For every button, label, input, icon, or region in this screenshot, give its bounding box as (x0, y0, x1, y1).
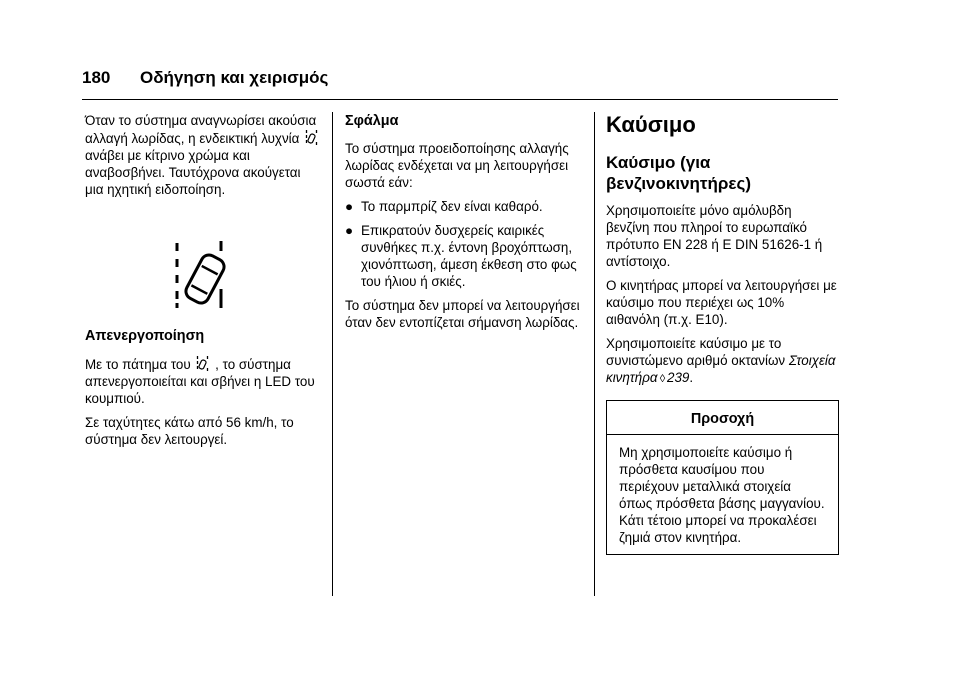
petrol-fuel-subheading: Καύσιμο (για βενζινοκινητήρες) (606, 153, 751, 193)
list-item (345, 198, 583, 215)
fault-conditions-list (345, 198, 583, 290)
lane-departure-button-icon (196, 355, 209, 372)
page-header (82, 68, 838, 96)
fault-intro-text: Το σύστημα προειδοποίησης αλλαγής λωρίδας ενδέχεται να μη λειτουργήσει σωστά εάν: (345, 141, 569, 190)
reference-page: 239 (667, 370, 690, 385)
reference-end: . (689, 370, 694, 385)
bullet-icon: ● (345, 199, 354, 214)
fuel-heading: Καύσιμο (606, 112, 696, 137)
list-item-text: Το παρμπρίζ δεν είναι καθαρό. (361, 199, 543, 214)
right-column (606, 112, 838, 555)
list-item (345, 222, 583, 290)
list-item-text: Επικρατούν δυσχερείς καιρικές συνθήκες π.χ. έντονη βροχόπτωση, χιονόπτωση, άμεση έκθεση στο φως του ήλιου ή σκιές. (361, 223, 577, 289)
para-text: Με το πάτημα του (85, 357, 191, 372)
column-divider-1 (332, 112, 333, 596)
deactivation-text (85, 355, 321, 407)
para-text: Χρησιμοποιείτε καύσιμο με το συνιστώμενο αριθμό οκτανίων (606, 336, 786, 368)
ethanol-text: Ο κινητήρας μπορεί να λειτουργήσει με καύσιμο που περιέχει ως 10% αιθανόλη (π.χ. E10). (606, 278, 837, 327)
caution-notice-box (606, 400, 839, 555)
header-rule (82, 99, 838, 100)
notice-divider (607, 434, 838, 435)
reference-arrow-icon: ◊ (659, 373, 665, 385)
section-title: Οδήγηση και χειρισμός (140, 68, 329, 87)
lane-departure-warning-text (85, 112, 321, 198)
lane-departure-icon (305, 129, 318, 146)
middle-column (345, 112, 583, 338)
unleaded-petrol-text: Χρησιμοποιείτε μόνο αμόλυβδη βενζίνη που πληροί το ευρωπαϊκό πρότυπο EN 228 ή E DIN 51626-1 ή αντίστοιχο. (606, 203, 823, 269)
page-number: 180 (82, 68, 111, 87)
octane-text (606, 335, 838, 388)
fault-heading: Σφάλμα (345, 113, 399, 129)
reference-text: Στοιχεία κινητήρα (606, 353, 836, 385)
bullet-icon: ● (345, 223, 354, 238)
left-column (85, 112, 321, 455)
lane-departure-illustration-icon (171, 241, 233, 309)
para-text: Όταν το σύστημα αναγνωρίσει ακούσια αλλαγή λωρίδας, η ενδεικτική λυχνία (85, 113, 317, 146)
column-divider-2 (594, 112, 595, 596)
para-text: , το σύστημα απενεργοποιείται και σβήνει η LED του κουμπιού. (85, 357, 315, 406)
para-text: ανάβει με κίτρινο χρώμα και αναβοσβήνει. Ταυτόχρονα ακούγεται μια ηχητική ειδοποίηση. (85, 148, 301, 197)
deactivation-heading: Απενεργοποίηση (85, 328, 205, 344)
caution-title: Προσοχή (690, 411, 755, 427)
caution-text: Μη χρησιμοποιείτε καύσιμο ή πρόσθετα καυσίμου που περιέχουν μεταλλικά στοιχεία όπως πρόσθετα βάσης μαγγανίου. Κάτι τέτοιο μπορεί να προκαλέσει ζημιά στον κινητήρα. (619, 445, 825, 545)
speed-limit-text: Σε ταχύτητες κάτω από 56 km/h, το σύστημα δεν λειτουργεί. (85, 415, 294, 447)
no-marking-text: Το σύστημα δεν μπορεί να λειτουργήσει όταν δεν εντοπίζεται σήμανση λωρίδας. (345, 298, 580, 330)
